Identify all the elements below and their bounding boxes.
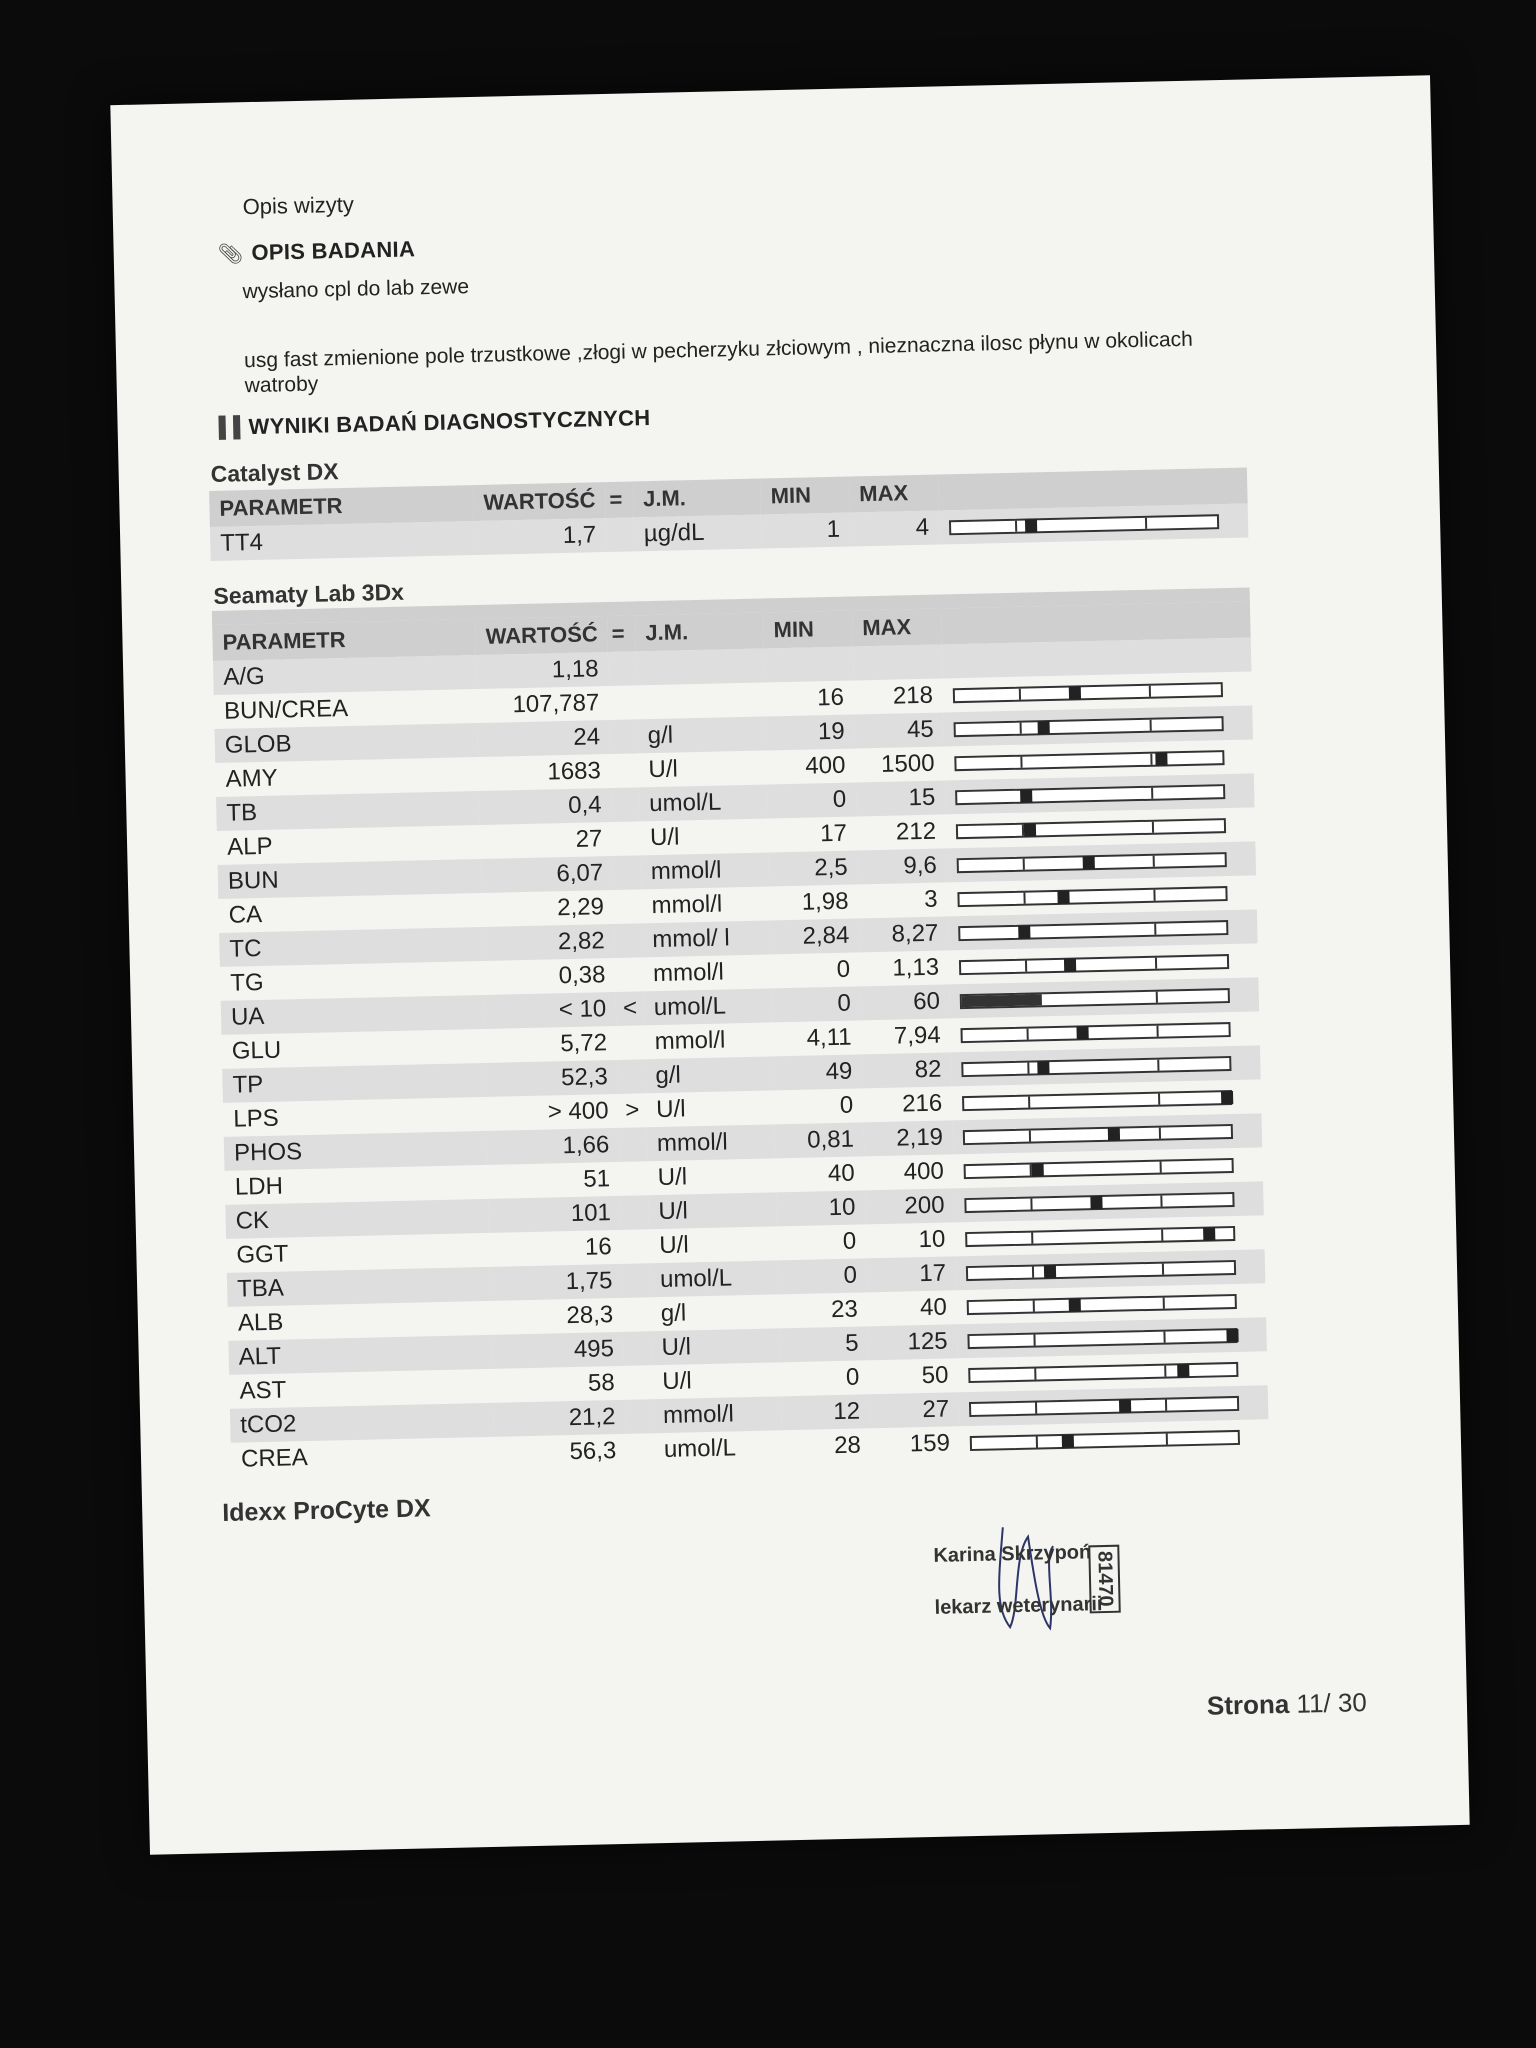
param-flag bbox=[615, 957, 643, 992]
catalyst-title: Catalyst DX bbox=[210, 458, 339, 488]
param-name: GLU bbox=[231, 1036, 282, 1065]
param-min: 1 bbox=[761, 513, 850, 549]
range-min-tick bbox=[1026, 1028, 1028, 1039]
param-min: 10 bbox=[776, 1190, 865, 1226]
param-min: 49 bbox=[773, 1054, 862, 1090]
param-unit: g/l bbox=[645, 1056, 774, 1093]
range-bar bbox=[961, 1056, 1231, 1077]
range-min-tick bbox=[1019, 722, 1021, 733]
range-marker bbox=[1221, 1090, 1233, 1103]
test-tubes-icon: ▐▐ bbox=[211, 415, 241, 439]
range-bar bbox=[959, 954, 1229, 975]
signature-scribble bbox=[973, 1515, 1096, 1638]
param-value: 27 bbox=[575, 825, 603, 853]
range-max-tick bbox=[1166, 1433, 1168, 1444]
range-min-tick bbox=[1020, 756, 1022, 767]
range-bar bbox=[968, 1361, 1238, 1382]
param-min: 2,5 bbox=[769, 850, 858, 886]
param-flag bbox=[624, 1365, 652, 1400]
range-min-tick bbox=[1032, 1266, 1034, 1277]
range-bar bbox=[957, 852, 1227, 873]
param-range-cell bbox=[960, 1419, 1270, 1460]
param-unit: umol/L bbox=[639, 784, 768, 821]
param-flag bbox=[610, 719, 638, 754]
range-marker bbox=[1057, 890, 1069, 903]
range-marker bbox=[1227, 1328, 1239, 1341]
param-unit: mmol/l bbox=[651, 890, 723, 920]
param-min: 17 bbox=[819, 819, 848, 848]
range-max-tick bbox=[1163, 1297, 1165, 1308]
range-bar bbox=[949, 514, 1219, 535]
range-min-tick bbox=[1019, 688, 1021, 699]
range-marker bbox=[1064, 958, 1076, 971]
param-name: TG bbox=[229, 968, 264, 997]
procyte-title: Idexx ProCyte DX bbox=[221, 1494, 431, 1528]
param-range-cell bbox=[939, 503, 1249, 544]
range-max-tick bbox=[1164, 1365, 1166, 1376]
param-min: 5 bbox=[779, 1326, 868, 1362]
param-min: 400 bbox=[805, 751, 846, 780]
range-bar bbox=[957, 886, 1227, 907]
param-value: 495 bbox=[492, 1332, 625, 1369]
param-flag bbox=[606, 517, 634, 552]
param-name: PHOS bbox=[224, 1131, 488, 1171]
param-flag bbox=[613, 855, 641, 890]
param-value: < 10 bbox=[484, 992, 617, 1029]
param-unit: U/l bbox=[657, 1163, 688, 1192]
range-bar bbox=[958, 920, 1228, 941]
param-unit: µg/dL bbox=[633, 515, 761, 552]
param-max: 82 bbox=[862, 1052, 952, 1088]
range-min-tick bbox=[1027, 1062, 1029, 1073]
param-unit: g/l bbox=[637, 716, 766, 753]
param-name: CA bbox=[228, 900, 263, 929]
range-min-tick bbox=[1015, 520, 1017, 531]
param-max: 7,94 bbox=[893, 1021, 941, 1050]
param-unit: U/l bbox=[662, 1367, 693, 1395]
param-max: 200 bbox=[865, 1188, 955, 1224]
range-min-tick bbox=[1035, 1402, 1037, 1413]
param-min: 28 bbox=[833, 1431, 862, 1460]
param-value: 1,75 bbox=[490, 1264, 623, 1301]
range-fill bbox=[962, 994, 1042, 1007]
col-eq: = bbox=[607, 615, 635, 652]
range-marker bbox=[1018, 925, 1030, 938]
param-min: 0 bbox=[836, 955, 851, 983]
range-max-tick bbox=[1152, 821, 1154, 832]
range-max-tick bbox=[1154, 923, 1156, 934]
param-flag bbox=[608, 651, 636, 686]
param-flag bbox=[623, 1297, 651, 1332]
param-unit: U/l bbox=[649, 823, 680, 852]
param-flag bbox=[614, 889, 642, 924]
param-flag bbox=[619, 1127, 647, 1162]
param-min: 4,11 bbox=[806, 1023, 852, 1052]
param-name: ALP bbox=[226, 832, 273, 861]
range-min-tick bbox=[1034, 1368, 1036, 1379]
range-min-tick bbox=[1023, 892, 1025, 903]
param-max: 125 bbox=[868, 1324, 958, 1360]
range-min-tick bbox=[1030, 1198, 1032, 1209]
param-unit: umol/L bbox=[644, 988, 773, 1025]
param-max: 1500 bbox=[880, 749, 935, 778]
param-flag: > bbox=[625, 1096, 640, 1124]
range-min-tick bbox=[1029, 1130, 1031, 1141]
param-unit: U/l bbox=[648, 755, 679, 784]
results-section-title: WYNIKI BADAŃ DIAGNOSTYCZNYCH bbox=[248, 405, 651, 440]
param-name: GGT bbox=[236, 1240, 289, 1269]
page-value: 11/ 30 bbox=[1296, 1687, 1368, 1719]
range-marker bbox=[1037, 721, 1049, 734]
exam-description-line-2: usg fast zmienione pole trzustkowe ,złogi w pecherzyku złciowym , nieznaczna ilosc płynu w okolicach watroby bbox=[243, 327, 1194, 398]
param-flag bbox=[610, 753, 638, 788]
param-value: 52,3 bbox=[485, 1060, 618, 1097]
range-bar bbox=[967, 1327, 1237, 1348]
range-max-tick bbox=[1157, 1059, 1159, 1070]
range-max-tick bbox=[1158, 1093, 1160, 1104]
param-name: BUN/CREA bbox=[223, 694, 349, 725]
range-max-tick bbox=[1157, 1025, 1159, 1036]
param-unit: U/l bbox=[658, 1231, 689, 1260]
doctor-license-stamp: 81470 bbox=[1088, 1545, 1121, 1613]
range-marker bbox=[1119, 1399, 1131, 1412]
range-bar bbox=[954, 716, 1224, 737]
range-max-tick bbox=[1160, 1161, 1162, 1172]
range-bar bbox=[954, 750, 1224, 771]
param-flag bbox=[609, 685, 637, 720]
param-value: 0,38 bbox=[558, 961, 606, 990]
param-name: TB bbox=[216, 791, 480, 831]
col-min: MIN bbox=[760, 477, 849, 515]
range-min-tick bbox=[1036, 1436, 1038, 1447]
range-bar bbox=[966, 1259, 1236, 1280]
param-unit: U/l bbox=[651, 1328, 780, 1365]
range-marker bbox=[1024, 823, 1036, 836]
range-bar bbox=[955, 784, 1225, 805]
param-max bbox=[853, 644, 943, 680]
range-max-tick bbox=[1161, 1229, 1163, 1240]
range-max-tick bbox=[1150, 719, 1152, 730]
param-value: 28,3 bbox=[566, 1301, 614, 1330]
param-min: 16 bbox=[816, 683, 845, 712]
param-max: 218 bbox=[892, 681, 934, 710]
range-bar bbox=[956, 818, 1226, 839]
param-max: 17 bbox=[867, 1256, 957, 1292]
param-flag bbox=[626, 1433, 654, 1468]
param-unit: mmol/l bbox=[654, 1026, 726, 1056]
range-marker bbox=[1068, 686, 1080, 699]
param-value: 5,72 bbox=[559, 1029, 608, 1058]
results-section-heading bbox=[211, 405, 650, 441]
range-marker bbox=[1062, 1434, 1074, 1447]
param-flag: < bbox=[616, 991, 644, 1026]
param-min: 0 bbox=[778, 1258, 867, 1294]
param-value: 1,18 bbox=[476, 652, 609, 689]
param-min: 2,84 bbox=[770, 918, 859, 954]
page-number bbox=[1207, 1687, 1368, 1722]
range-bar bbox=[964, 1191, 1234, 1212]
param-name: LPS bbox=[233, 1104, 280, 1133]
seamaty-title: Seamaty Lab 3Dx bbox=[213, 578, 405, 609]
range-bar bbox=[960, 1022, 1230, 1043]
param-max: 9,6 bbox=[857, 848, 947, 884]
range-marker bbox=[1025, 519, 1037, 532]
param-max: 8,27 bbox=[859, 916, 949, 952]
param-flag bbox=[621, 1229, 649, 1264]
param-name: TT4 bbox=[210, 521, 475, 561]
param-min: 0 bbox=[839, 1091, 854, 1119]
param-value: 1,66 bbox=[487, 1128, 620, 1165]
range-max-tick bbox=[1145, 517, 1147, 528]
doctor-name: Karina Skrzypoń bbox=[933, 1541, 1092, 1567]
col-param: PARAMETR bbox=[212, 619, 476, 661]
range-min-tick bbox=[1025, 960, 1027, 971]
param-flag bbox=[620, 1195, 648, 1230]
param-min: 23 bbox=[830, 1295, 859, 1324]
param-value: 56,3 bbox=[569, 1437, 617, 1466]
col-min: MIN bbox=[763, 611, 853, 649]
range-bar bbox=[969, 1395, 1239, 1416]
col-max: MAX bbox=[849, 475, 939, 513]
param-flag bbox=[614, 923, 642, 958]
param-name: BUN bbox=[218, 859, 482, 899]
range-bar bbox=[953, 682, 1223, 703]
param-unit: mmol/l bbox=[640, 852, 769, 889]
param-max: 159 bbox=[909, 1429, 951, 1458]
range-min-tick bbox=[1033, 1334, 1035, 1345]
param-value: 0,4 bbox=[479, 788, 612, 825]
range-bar bbox=[967, 1293, 1237, 1314]
range-max-tick bbox=[1155, 957, 1157, 968]
range-max-tick bbox=[1151, 787, 1153, 798]
range-marker bbox=[1091, 1195, 1103, 1208]
param-max: 15 bbox=[856, 780, 946, 816]
param-name: TC bbox=[219, 927, 483, 967]
range-marker bbox=[1037, 1061, 1049, 1074]
param-unit: umol/L bbox=[663, 1434, 737, 1463]
param-min: 0 bbox=[772, 986, 861, 1022]
param-value: 2,29 bbox=[556, 893, 605, 922]
doctor-role: lekarz weterynarii bbox=[934, 1593, 1103, 1619]
param-unit bbox=[637, 682, 766, 719]
param-name: GLOB bbox=[214, 723, 478, 763]
range-bar bbox=[965, 1225, 1235, 1246]
param-value: 51 bbox=[583, 1165, 611, 1193]
range-min-tick bbox=[1033, 1300, 1035, 1311]
param-max: 4 bbox=[850, 511, 940, 547]
range-bar bbox=[963, 1123, 1233, 1144]
exam-description-line-1: wysłano cpl do lab zewe bbox=[242, 275, 470, 304]
range-marker bbox=[1177, 1364, 1189, 1377]
param-value: 24 bbox=[478, 720, 611, 757]
visit-title: Opis wizyty bbox=[242, 191, 355, 220]
param-max: 216 bbox=[901, 1089, 943, 1118]
param-value: 101 bbox=[488, 1196, 621, 1233]
param-unit: U/l bbox=[648, 1192, 777, 1229]
range-bar bbox=[964, 1157, 1234, 1178]
param-min: 19 bbox=[766, 714, 855, 750]
range-max-tick bbox=[1156, 991, 1158, 1002]
param-flag bbox=[612, 821, 640, 856]
param-flag bbox=[611, 787, 639, 822]
param-value: 16 bbox=[584, 1233, 612, 1261]
param-name: UA bbox=[221, 995, 485, 1035]
param-name: CK bbox=[225, 1199, 489, 1239]
param-max: 45 bbox=[854, 712, 944, 748]
param-unit bbox=[636, 649, 765, 686]
param-flag bbox=[620, 1161, 648, 1196]
param-value: 1683 bbox=[547, 757, 602, 786]
range-marker bbox=[1083, 856, 1095, 869]
param-flag bbox=[617, 1059, 645, 1094]
seamaty-rows bbox=[213, 637, 1269, 1476]
range-marker bbox=[1076, 1026, 1088, 1039]
param-unit: mmol/l bbox=[652, 958, 725, 988]
param-min: 0,81 bbox=[775, 1122, 864, 1158]
param-max: 40 bbox=[919, 1293, 948, 1322]
param-max: 2,19 bbox=[864, 1120, 954, 1156]
range-max-tick bbox=[1154, 889, 1156, 900]
range-marker bbox=[1108, 1127, 1120, 1140]
param-unit: mmol/ l bbox=[642, 920, 771, 957]
param-unit: g/l bbox=[660, 1299, 687, 1328]
range-min-tick bbox=[1031, 1232, 1033, 1243]
col-value: WARTOŚĆ bbox=[473, 482, 606, 521]
range-max-tick bbox=[1149, 685, 1151, 696]
range-marker bbox=[1155, 752, 1167, 765]
param-name: tCO2 bbox=[230, 1403, 494, 1443]
param-name: LDH bbox=[234, 1172, 284, 1201]
range-marker bbox=[1044, 1265, 1056, 1278]
param-flag bbox=[625, 1399, 653, 1434]
range-max-tick bbox=[1164, 1331, 1166, 1342]
param-value: 58 bbox=[587, 1369, 616, 1397]
col-value: WARTOŚĆ bbox=[475, 616, 608, 655]
catalyst-results-table bbox=[209, 468, 1248, 562]
param-value: > 400 bbox=[547, 1097, 609, 1126]
param-value: 107,787 bbox=[512, 689, 600, 719]
param-flag bbox=[622, 1263, 650, 1298]
param-name: ALT bbox=[228, 1335, 492, 1375]
param-name: AMY bbox=[225, 764, 278, 793]
range-max-tick bbox=[1161, 1195, 1163, 1206]
param-flag bbox=[617, 1025, 645, 1060]
range-max-tick bbox=[1159, 1127, 1161, 1138]
exam-section-heading bbox=[217, 236, 415, 266]
param-unit: mmol/l bbox=[653, 1396, 782, 1433]
param-name: TP bbox=[222, 1063, 486, 1103]
param-value: 1,7 bbox=[474, 518, 607, 555]
range-marker bbox=[1020, 789, 1032, 802]
param-max: 212 bbox=[895, 817, 937, 846]
col-param: PARAMETR bbox=[209, 485, 474, 527]
param-max: 1,13 bbox=[892, 953, 940, 982]
range-bar bbox=[960, 988, 1230, 1009]
param-name: ALB bbox=[237, 1308, 284, 1337]
param-min: 1,98 bbox=[801, 887, 849, 916]
param-unit: mmol/l bbox=[647, 1124, 776, 1161]
param-name: CREA bbox=[240, 1444, 309, 1473]
param-name: TBA bbox=[227, 1267, 491, 1307]
param-min: 0 bbox=[842, 1227, 857, 1255]
param-max: 10 bbox=[918, 1225, 946, 1254]
range-max-tick bbox=[1150, 753, 1152, 764]
range-bar bbox=[962, 1090, 1232, 1111]
param-min bbox=[764, 646, 853, 682]
page-label: Strona bbox=[1206, 1688, 1290, 1721]
param-value: 21,2 bbox=[493, 1400, 626, 1437]
exam-section-title: OPIS BADANIA bbox=[251, 236, 416, 266]
col-eq: = bbox=[605, 481, 633, 518]
report-page bbox=[110, 75, 1469, 1854]
param-name: AST bbox=[239, 1376, 287, 1405]
range-marker bbox=[1203, 1227, 1215, 1240]
range-bar bbox=[970, 1429, 1240, 1450]
param-max: 60 bbox=[860, 984, 950, 1020]
col-unit: J.M. bbox=[633, 479, 761, 518]
param-max: 27 bbox=[870, 1392, 960, 1428]
param-max: 3 bbox=[923, 885, 938, 913]
param-min: 12 bbox=[781, 1394, 870, 1430]
range-marker bbox=[1031, 1163, 1043, 1176]
seamaty-results-table bbox=[212, 587, 1269, 1476]
param-max: 400 bbox=[903, 1157, 945, 1186]
col-unit: J.M. bbox=[635, 613, 764, 652]
param-min: 0 bbox=[845, 1363, 860, 1391]
paperclip-icon: 📎︎ bbox=[217, 242, 244, 266]
range-marker bbox=[1069, 1298, 1081, 1311]
param-min: 40 bbox=[827, 1159, 855, 1188]
param-min: 0 bbox=[767, 782, 856, 818]
param-max: 50 bbox=[921, 1361, 949, 1390]
param-value: 2,82 bbox=[482, 924, 615, 961]
range-max-tick bbox=[1165, 1399, 1167, 1410]
param-value: 6,07 bbox=[481, 856, 614, 893]
range-max-tick bbox=[1153, 855, 1155, 866]
param-name: A/G bbox=[213, 655, 477, 695]
col-max: MAX bbox=[852, 608, 942, 646]
param-unit: umol/L bbox=[650, 1260, 779, 1297]
range-min-tick bbox=[1022, 858, 1024, 869]
range-min-tick bbox=[1028, 1096, 1030, 1107]
range-max-tick bbox=[1162, 1263, 1164, 1274]
param-unit: U/l bbox=[655, 1095, 686, 1124]
param-flag bbox=[624, 1331, 652, 1366]
